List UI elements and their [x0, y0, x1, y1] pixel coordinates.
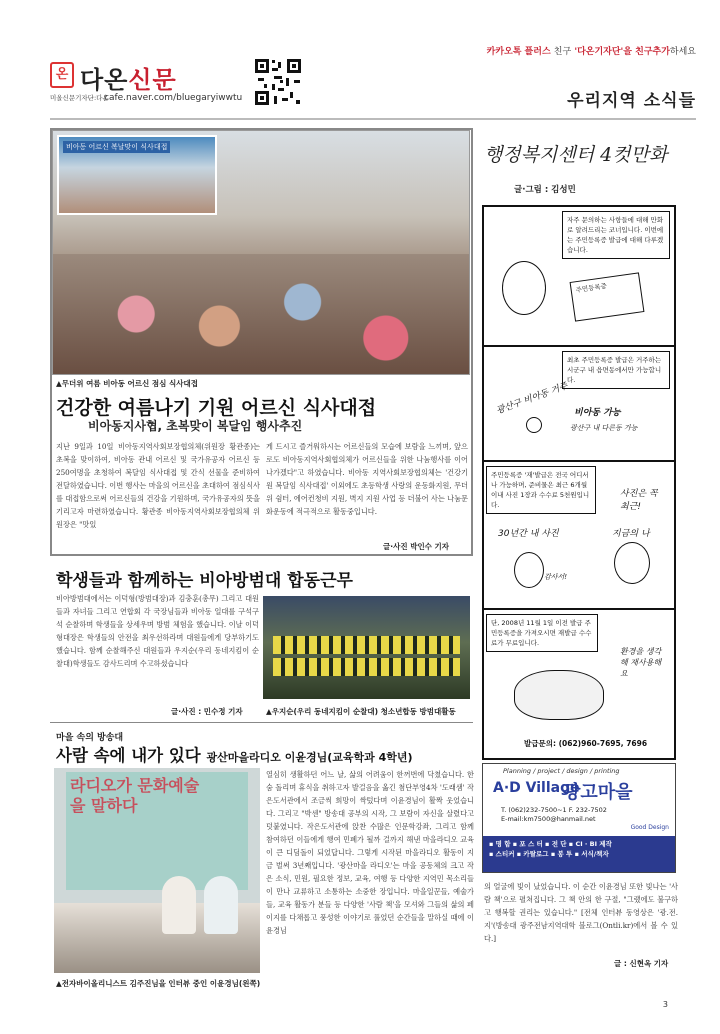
article3-photo	[54, 768, 260, 973]
patrol-row-1	[273, 636, 460, 654]
comic-strip	[482, 205, 676, 760]
header-divider	[50, 118, 696, 120]
comic-panel-4	[484, 610, 674, 758]
current-face-icon	[614, 542, 650, 584]
panel4-shout: 환경을 생각해 재사용해요	[620, 647, 662, 678]
logo-name-a: 다온	[80, 66, 129, 94]
poster-title: 라디오가 문화예술을 말하다	[70, 776, 200, 815]
frog-icon	[514, 670, 604, 720]
article1-photo	[52, 130, 470, 375]
article-divider	[50, 722, 473, 723]
article3-headline-sub: 광산마을라디오 이윤경님(교육학과 4학년)	[206, 751, 413, 764]
patrol-row-2	[273, 658, 460, 676]
ad-tagline: Planning / project / design / printing	[503, 767, 620, 775]
panel3-left-note: 30년간 내 사진	[498, 529, 559, 539]
article1-credit: 글·사진 박인수 기자	[383, 542, 450, 551]
panel3-sign: 감사서!	[544, 573, 568, 581]
logo-name-b: 신문	[128, 66, 177, 94]
article2-credit: 글·사진 : 민수정 기자	[171, 707, 243, 716]
ad-tel: T. (062)232-7500~1 F. 232-7502	[501, 806, 607, 814]
interviewer-figure	[162, 876, 196, 934]
comic-author: 글·그림 : 김성민	[514, 185, 576, 195]
article3-body-right: 의 얼굴에 빛이 났었습니다. 이 순간 이윤경님 또한 빛나는 '사람 책'으로 펼쳐집니다. 그 책 안의 한 구절, "그랬에도 불구하고 행복할 권리는 있습니다." [전체 인터뷰 동영상은 '광.전.지'(방송대 광주전남지역대학 블로그(Ontli.kr)에서 볼 수 있다.]	[484, 882, 678, 943]
civil-servant-face-icon	[502, 261, 546, 315]
ad-name: 광고마을	[563, 782, 633, 803]
crowd-image	[53, 254, 469, 374]
promo-action: 을 친구추가	[623, 47, 670, 57]
comic-title: 행정복지센터 4컷만화	[484, 144, 668, 166]
panel4-bubble: 단, 2008년 11월 1일 이전 발급 주민등록증을 가져오시면 재발급 수수료가 무료입니다.	[486, 614, 598, 652]
page-number: 3	[662, 1000, 668, 1009]
ad-logo: A·D Village	[493, 780, 580, 796]
ad-services	[483, 836, 675, 872]
ad-menu-row-2: ▪ 스티커 ▪ 카탈로그 ▪ 봉 투 ▪ 서식/책자	[489, 850, 609, 858]
comic-panel-1	[484, 207, 674, 347]
panel3-right-note-2: 지금의 나	[612, 529, 650, 539]
panel4-contact: 발급문의: (062)960-7695, 7696	[524, 739, 648, 748]
logo-wordmark	[80, 60, 177, 95]
promo-brand: 카카오톡 플러스	[486, 47, 551, 57]
article1-subhead: 비아동지사협, 초복맞이 복달임 행사추진	[88, 419, 303, 433]
ad-good-design: Good Design	[630, 824, 669, 831]
ad-menu-row-1: ▪ 명 함 ▪ 포 스 터 ▪ 전 단 ▪ CI · BI 제작	[489, 840, 612, 848]
panel2-right-note-a: 비아동 가능	[574, 408, 621, 418]
promo-quote: '다온기자단'	[574, 47, 624, 57]
kakao-promo	[487, 44, 696, 57]
section-title: 우리지역 소식들	[567, 91, 696, 111]
ad-village-banner[interactable]	[482, 763, 676, 873]
panel2-right-note-b: 광산구 내 다른동 가능	[570, 424, 638, 432]
panel3-bubble: 주민등록증 '재'발급은 전국 어디서나 가능하며, 준비물은 최근 6개월 이내 사진 1장과 수수료 5천원입니다.	[486, 466, 596, 514]
promo-end: 하세요	[669, 47, 696, 57]
panel2-left-note: 광산구 비아동 거주	[495, 381, 570, 417]
comic-panel-2	[484, 347, 674, 462]
comic-panel-3	[484, 462, 674, 610]
article3-headline	[56, 742, 413, 766]
id-card-icon: 주민등록증	[570, 272, 645, 321]
old-photo-face-icon	[514, 552, 544, 588]
stick-figure-icon	[526, 417, 542, 433]
guest-figure	[204, 876, 238, 934]
article1-col2: 게 드시고 즐거워하시는 어르신들의 모습에 보람을 느끼며, 앞으로도 비아동지역사회협의체가 어르신들을 위한 나눔행사를 이어 나가겠다"고 하였습니다. 비아동 지역사회보장협의체는 '건강기원 복달임 식사대접' 이외에도 초등학생 사랑의 운동화지원, 무더위 쉼터, 에어컨청비 지원, 벽지 지원 사업 등 더불어 사는 나눔문화운동에 적극적으로 활동중입니다.	[266, 442, 468, 516]
article3-body: 열심히 생활하던 어느 날, 삶의 어려움이 한꺼번에 닥쳤습니다. 한숨 돌리며 휴식을 취하고자 발걸음을 옮긴 첨단부영4차 '도래샘' 작은도서관에서 조금씩 희망이 싹텄다며 이윤경님이 활짝 웃었습니다. 그리고 "박센" 방송대 공부의 시작, 그 보람이 자신을 살렸다고 덧붙였니다. 작은도서관에 앉찬 수많은 인문학강좌, 그리고 함께 참여하던 이들에게 행여 민폐가 될까 걸까지 해낸 마을라디오 교육이 큰 디딤돌이 되었답니다. 그렇게 시작된 마을라디오 활동이 지금 벌써 3년째입니다. '광산마을 라디오'는 마을 공동체의 크고 작은 소식, 민원, 필요한 정보, 교육, 여행 등 다양한 지역민 목소리들이 만나 교류하고 소통하는 소중한 장입니다. 마을일꾼들, 예술가들, 교육 활동가 분들 등 다양한 '사람 책'을 모셔와 그들의 삶의 페이지를 다채롭고 풍성한 이야기로 풀었던 순간들을 말하실 때에 이윤경님	[266, 770, 474, 935]
article3-photo-caption: ▲전자바이올리니스트 김주진님을 인터뷰 중인 이윤경님(왼쪽)	[56, 979, 261, 988]
promo-mid: 친구	[553, 47, 572, 57]
ad-email: E-mail:km7500@hanmail.net	[501, 815, 596, 823]
panel2-bubble: 최초 주민등록증 발급은 거주하는 시군구 내 읍면동에서만 가능합니다.	[562, 351, 670, 389]
logo-subtitle: 미올신문기자단:다온	[50, 94, 109, 102]
logo-mark: 온	[50, 62, 74, 88]
panel1-bubble: 자주 문의하는 사항들에 대해 만화로 알려드리는 코너입니다. 이번에는 주민등록증 발급에 대해 다루겠습니다.	[562, 211, 670, 259]
article1-photo-caption: ▲무더위 여름 비아동 어르신 점심 식사대접	[56, 379, 198, 388]
article2-headline: 학생들과 함께하는 비아방범대 합동근무	[56, 571, 353, 591]
article3-credit: 글 : 신현옥 기자	[614, 959, 669, 968]
article3-headline-main: 사람 속에 내가 있다	[56, 746, 201, 765]
article2-photo-caption: ▲우지순(우리 동네지킴이 순찰대) 청소년합동 방범대활동	[266, 707, 456, 716]
ad-top	[483, 764, 675, 834]
panel3-right-note: 사진은 꼭 최근!	[620, 489, 658, 512]
article2-body: 비아방범대에서는 이덕형(방범대장)과 김충훈(총무) 그리고 대원들과 자녀들 그리고 연합회 각 국장님들과 비아동 일대를 구석구석 순찰하며 학생들을 상세우며 방범 체험을 했습니다. 이날 이덕형대장은 학생들의 안전을 최우선하라며 대원들에게 당부하기도 했습니다. 함께 순찰해주신 대원들과 우지순(우리 동네지킴이 순찰대)학생들도 감사드리며 수고하셨습니다	[56, 594, 259, 668]
article1-headline: 건강한 여름나기 기원 어르신 식사대접	[56, 397, 377, 419]
article3-kicker: 마을 속의 방송대	[56, 733, 124, 743]
ad-contact	[501, 806, 607, 824]
qr-code-icon[interactable]	[254, 58, 302, 106]
article2-photo	[263, 596, 470, 699]
cafe-url[interactable]: cafe.naver.com/bluegaryiwwtu	[104, 93, 243, 103]
article1-col1: 지난 9일과 10일 비아동지역사회보장협의체(위원장 황관종)는 초복을 맞이하여, 비아동 관내 어르신 및 국가유공자 어르신 등 250여명을 초청하여 복달임 식사대접 및 간식 선물을 준비하여 전달하였습니다. 이번 행사는 마을의 어르신을 초대하여 점심식사를 대접함으로써 어르신들의 건강을 기원하며, 국가유공자의 뜻을 기리고자 마련하였습니다. 황관종 비아동지역사회보장협의체 위원장은 "맛있	[56, 442, 260, 529]
inset-banner: 비아동 어르신 복날맞이 식사대접	[63, 141, 170, 153]
